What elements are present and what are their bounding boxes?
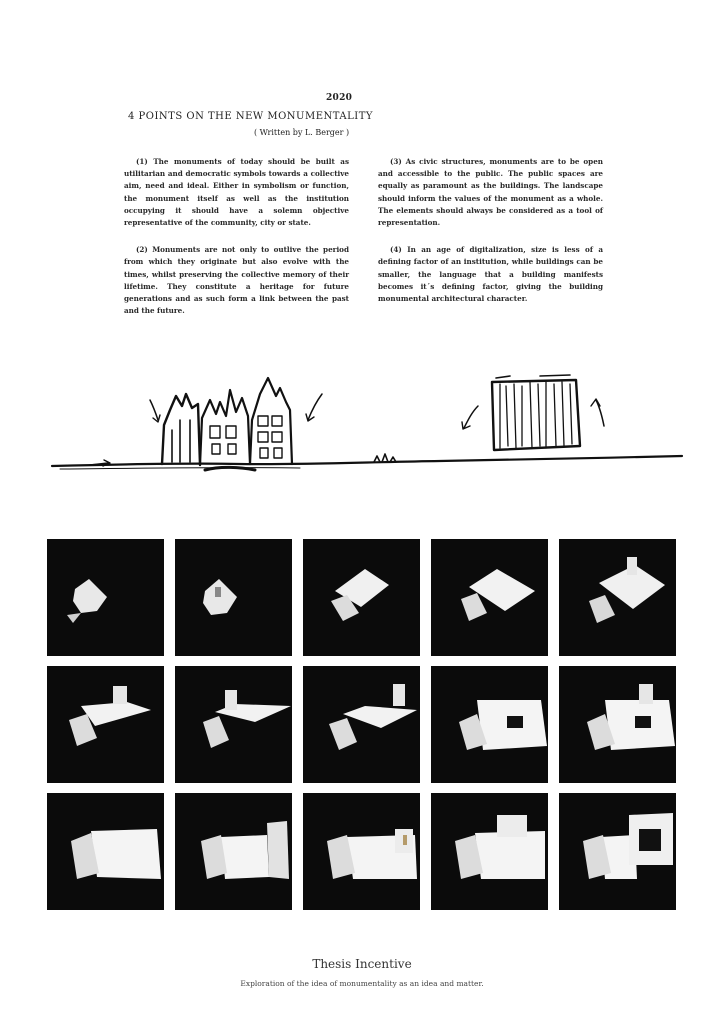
page-title: 4 POINTS ON THE NEW MONUMENTALITY bbox=[128, 111, 373, 122]
model-photo-14 bbox=[431, 793, 548, 910]
model-photo-2 bbox=[175, 539, 292, 656]
monumentality-sketch bbox=[40, 370, 690, 490]
point-3: (3) As civic structures, monuments are to be open and accessible to the public. The public spaces are equally as paramount as the buildings. The landscape should inform the values of the monument as a whole. The elements should always be considered as a tool of representation. bbox=[378, 157, 603, 228]
model-photo-12 bbox=[175, 793, 292, 910]
model-photo-8 bbox=[303, 666, 420, 783]
points-column-right bbox=[378, 156, 603, 320]
model-photo-3 bbox=[303, 539, 420, 656]
model-photo-6 bbox=[47, 666, 164, 783]
author-line: ( Written by L. Berger ) bbox=[254, 128, 350, 137]
model-photo-1 bbox=[47, 539, 164, 656]
model-photo-13 bbox=[303, 793, 420, 910]
model-photo-4 bbox=[431, 539, 548, 656]
model-photo-15 bbox=[559, 793, 676, 910]
caption-title: Thesis Incentive bbox=[312, 957, 412, 971]
point-2: (2) Monuments are not only to outlive the period from which they originate but also evolve with the times, whilst preserving the collective memory of their lifetime. They constitute a heritage for future generations and as such form a link between the past and the future. bbox=[124, 245, 349, 316]
caption-subtitle: Exploration of the idea of monumentality as an idea and matter. bbox=[240, 979, 484, 988]
model-photo-9 bbox=[431, 666, 548, 783]
points-column-left bbox=[124, 156, 349, 332]
point-1: (1) The monuments of today should be built as utilitarian and democratic symbols towards a collective aim, need and ideal. Either in symbolism or function, the monument itself as well as the institution occupying it should have a solemn objective representative of the community, city or state. bbox=[124, 157, 349, 228]
model-photo-5 bbox=[559, 539, 676, 656]
model-photo-7 bbox=[175, 666, 292, 783]
model-photo-11 bbox=[47, 793, 164, 910]
point-4: (4) In an age of digitalization, size is less of a defining factor of an institution, while buildings can be smaller, the language that a building manifests becomes it´s defining factor, giving the building monumental architectural character. bbox=[378, 245, 603, 304]
year-label: 2020 bbox=[326, 93, 353, 103]
model-photo-grid bbox=[47, 539, 678, 911]
model-photo-10 bbox=[559, 666, 676, 783]
